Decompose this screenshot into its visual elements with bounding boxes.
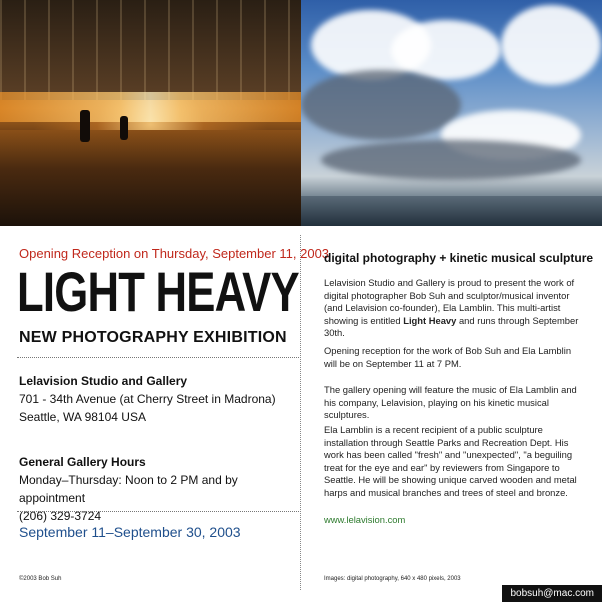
photo-figure <box>80 110 90 142</box>
hours-line: Monday–Thursday: Noon to 2 PM and by appointment <box>19 473 238 505</box>
image-credit: Images: digital photography, 640 x 480 pixels, 2003 <box>324 576 461 582</box>
photo-cloud <box>301 70 461 140</box>
interior-hall-photo <box>0 0 301 226</box>
venue-name: Lelavision Studio and Gallery <box>19 374 188 388</box>
divider <box>17 357 299 358</box>
photo-cloud <box>501 5 601 85</box>
right-column <box>301 226 602 602</box>
venue-address-line2: Seattle, WA 98104 USA <box>19 410 146 424</box>
photo-ceiling <box>0 0 301 100</box>
divider <box>17 511 299 512</box>
paragraph-reception: Opening reception for the work of Bob Suh and Ela Lamblin will be on September 11 at 7 PM. <box>324 345 572 369</box>
photo-light-band <box>0 92 301 122</box>
email-link[interactable]: bobsuh@mac.com <box>502 585 602 602</box>
header-photos <box>0 0 602 226</box>
venue-address-line1: 701 - 34th Avenue (at Cherry Street in Madrona) <box>19 392 276 406</box>
website-link[interactable]: www.lelavision.com <box>324 514 406 525</box>
exhibition-dates: September 11–September 30, 2003 <box>19 524 241 540</box>
paragraph-artist: Ela Lamblin is a recent recipient of a public sculpture installation through Seattle Parks and Recreation Dept. His work has been called "fresh" and "unexpected", "a beguiling treat for the eye and ear" by reviewers from Singapore to Seattle. He will be showing unique carved wooden and metal harps and musical branches and trees of steel and bronze. <box>324 424 577 498</box>
left-column <box>0 226 330 602</box>
photo-figure <box>120 116 128 140</box>
exhibition-title: LIGHT HEAVY <box>17 260 299 323</box>
intro-text: Lelavision Studio and Gallery is proud to present the work of digital photographer Bob Suh and sculptor/musical inventor (and Lelavision co-founder), Ela Lamblin. This multi-artist showing is entitled <box>324 277 575 326</box>
phone-number: (206) 329-3724 <box>19 509 102 523</box>
exhibition-subtitle: NEW PHOTOGRAPHY EXHIBITION <box>19 329 287 346</box>
opening-reception: Opening Reception on Thursday, September 11, 2003 <box>19 246 330 261</box>
show-title-bold: Light Heavy <box>403 314 457 326</box>
photo-floor <box>0 130 301 226</box>
sky-clouds-photo <box>301 0 602 226</box>
venue-block <box>19 372 276 426</box>
paragraph-intro <box>324 277 586 340</box>
intro-text-end: and runs through September 30th. <box>324 314 579 339</box>
copyright-note: ©2003 Bob Suh <box>19 576 62 582</box>
paragraph-music: The gallery opening will feature the music of Ela Lamblin and his company, Lelavision, playing on his kinetic musical sculptures. <box>324 384 577 421</box>
hours-block <box>19 453 300 525</box>
section-heading: digital photography + kinetic musical sculpture <box>324 251 594 265</box>
hours-heading: General Gallery Hours <box>19 455 146 469</box>
photo-cloud <box>321 140 581 180</box>
photo-water <box>301 196 602 226</box>
